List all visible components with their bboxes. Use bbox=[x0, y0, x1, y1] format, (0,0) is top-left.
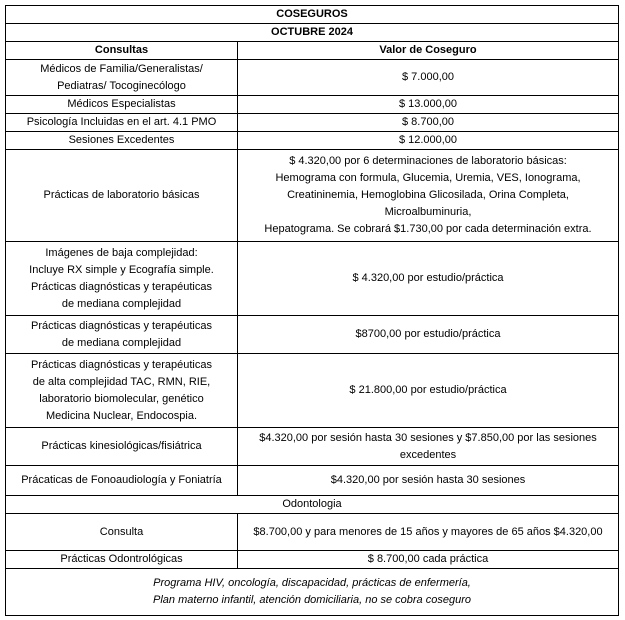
value-line: $ 4.320,00 por 6 determinaciones de laboratorio básicas: bbox=[289, 155, 567, 167]
label-line: Prácticas Odontrológicas bbox=[60, 553, 183, 565]
label-line: Médicos Especialistas bbox=[67, 98, 176, 110]
value-line: $ 8.700,00 bbox=[402, 116, 454, 128]
value-line: $ 4.320,00 por estudio/práctica bbox=[352, 272, 504, 284]
row-value bbox=[238, 514, 619, 551]
row-value bbox=[238, 132, 619, 150]
table-row bbox=[6, 514, 619, 551]
value-line: $ 12.000,00 bbox=[398, 134, 458, 146]
value-line: $ 7.000,00 bbox=[402, 71, 454, 83]
footer-line: Programa HIV, oncología, discapacidad, prácticas de enfermería, bbox=[153, 577, 471, 589]
row-value bbox=[238, 242, 619, 316]
table-row bbox=[6, 114, 619, 132]
label-line: Consulta bbox=[99, 525, 144, 538]
label-line: Prácticas diagnósticas y terapéuticas bbox=[31, 280, 212, 293]
label-line: Prácticas diagnósticas y terapéuticas bbox=[31, 358, 212, 371]
table-row bbox=[6, 354, 619, 428]
label-line: Psicología Incluidas en el art. 4.1 PMO bbox=[26, 116, 217, 128]
table-row bbox=[6, 150, 619, 242]
table-row bbox=[6, 316, 619, 354]
row-value bbox=[238, 316, 619, 354]
row-label bbox=[6, 242, 238, 316]
label-line: Incluye RX simple y Ecografía simple. bbox=[29, 263, 214, 276]
label-line: Imágenes de baja complejidad: bbox=[45, 246, 198, 259]
value-line: Microalbuminuria, bbox=[384, 206, 472, 218]
label-line: Medicina Nuclear, Endocospia. bbox=[45, 409, 198, 422]
row-value bbox=[238, 60, 619, 96]
value-line: $ 21.800,00 por estudio/práctica bbox=[349, 384, 507, 396]
row-value bbox=[238, 428, 619, 466]
table-row bbox=[6, 132, 619, 150]
table-row bbox=[6, 96, 619, 114]
label-line: Pediatras/ Tocoginecólogo bbox=[57, 79, 186, 92]
label-line: de mediana complejidad bbox=[61, 297, 182, 310]
label-line: laboratorio biomolecular, genético bbox=[39, 392, 204, 405]
row-value bbox=[238, 150, 619, 242]
row-label bbox=[6, 114, 238, 132]
row-label bbox=[6, 428, 238, 466]
table-row bbox=[6, 428, 619, 466]
table-row bbox=[6, 551, 619, 569]
label-line: Prácaticas de Fonoaudiología y Foniatría bbox=[21, 474, 222, 486]
label-line: de mediana complejidad bbox=[61, 336, 182, 349]
value-line: $ 8.700,00 cada práctica bbox=[367, 553, 489, 565]
row-value bbox=[238, 354, 619, 428]
row-label bbox=[6, 132, 238, 150]
footer-note bbox=[6, 569, 619, 616]
odontologia-section-title: Odontologia bbox=[6, 496, 619, 514]
row-label bbox=[6, 150, 238, 242]
value-line: $8.700,00 y para menores de 15 años y mayores de 65 años $4.320,00 bbox=[253, 525, 603, 538]
value-line: Hepatograma. Se cobrará $1.730,00 por cada determinación extra. bbox=[264, 223, 592, 235]
row-value bbox=[238, 551, 619, 569]
row-label bbox=[6, 316, 238, 354]
row-value bbox=[238, 114, 619, 132]
row-label bbox=[6, 466, 238, 496]
value-line: Hemograma con formula, Glucemia, Uremia, VES, Ionograma, bbox=[275, 172, 581, 184]
value-line: $ 13.000,00 bbox=[398, 98, 458, 110]
label-line: de alta complejidad TAC, RMN, RIE, bbox=[32, 375, 211, 388]
period-label: OCTUBRE 2024 bbox=[6, 24, 619, 42]
value-line: $4.320,00 por sesión hasta 30 sesiones y $7.850,00 por las sesiones bbox=[259, 431, 597, 444]
label-line: Prácticas de laboratorio básicas bbox=[43, 189, 200, 201]
row-label bbox=[6, 514, 238, 551]
row-value bbox=[238, 466, 619, 496]
row-label bbox=[6, 60, 238, 96]
label-line: Sesiones Excedentes bbox=[68, 134, 175, 146]
row-label bbox=[6, 354, 238, 428]
label-line: Prácticas diagnósticas y terapéuticas bbox=[31, 319, 212, 332]
column-header-consultas: Consultas bbox=[6, 42, 238, 60]
row-value bbox=[238, 96, 619, 114]
row-label bbox=[6, 96, 238, 114]
table-row bbox=[6, 242, 619, 316]
table-row bbox=[6, 466, 619, 496]
column-header-valor: Valor de Coseguro bbox=[238, 42, 619, 60]
label-line: Médicos de Familia/Generalistas/ bbox=[40, 62, 203, 75]
row-label bbox=[6, 551, 238, 569]
value-line: $8700,00 por estudio/práctica bbox=[355, 328, 501, 340]
value-line: Creatininemia, Hemoglobina Glicosilada, Orina Completa, bbox=[287, 189, 569, 201]
value-line: excedentes bbox=[399, 448, 457, 461]
label-line: Prácticas kinesiológicas/fisiátrica bbox=[41, 440, 202, 452]
coseguros-table bbox=[5, 5, 619, 616]
value-line: $4.320,00 por sesión hasta 30 sesiones bbox=[330, 474, 526, 486]
table-title: COSEGUROS bbox=[6, 6, 619, 24]
footer-line: Plan materno infantil, atención domiciliaria, no se cobra coseguro bbox=[153, 594, 471, 606]
table-row bbox=[6, 60, 619, 96]
